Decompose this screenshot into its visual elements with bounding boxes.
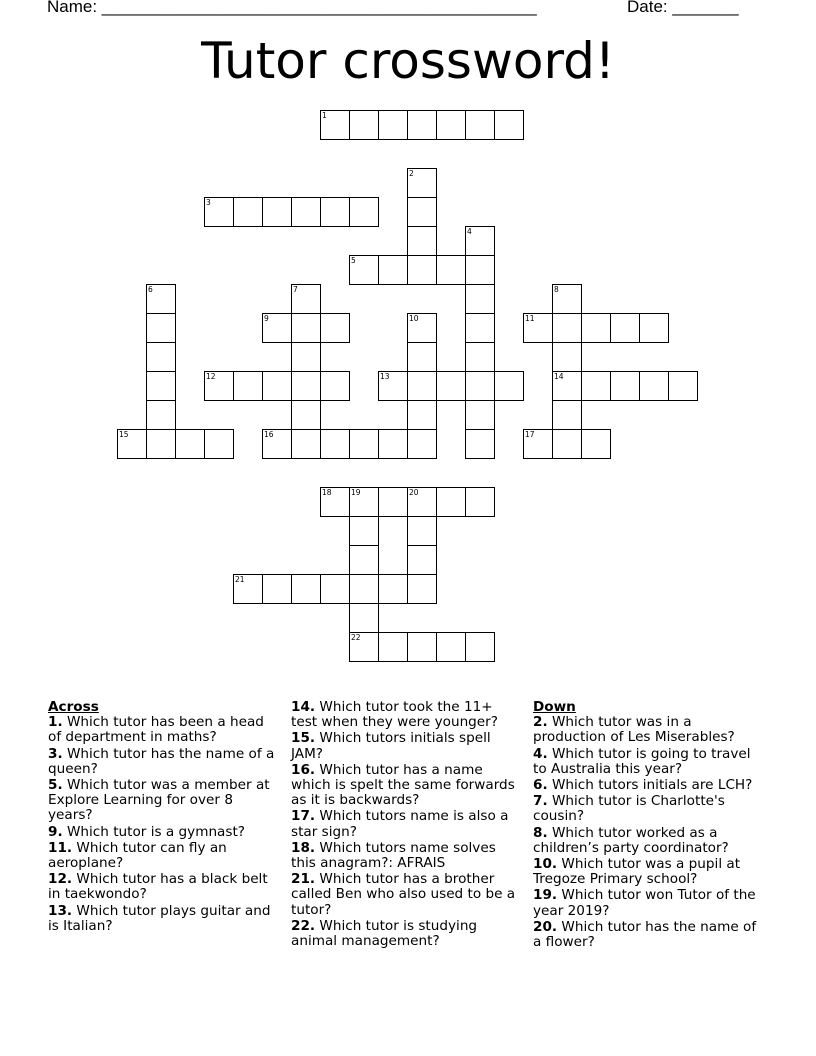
- date-field-label: Date: _______: [627, 0, 739, 16]
- clue-text: Which tutor is studying animal management?: [291, 917, 478, 950]
- crossword-cell[interactable]: [291, 197, 321, 227]
- cell-number: 18: [322, 488, 332, 497]
- clue-text: Which tutor plays guitar and is Italian?: [48, 902, 271, 934]
- clue-text: Which tutors initials spell JAM?: [291, 730, 491, 762]
- clue-item: [533, 857, 761, 887]
- clue-number: 11.: [48, 839, 73, 856]
- clue-text: Which tutor has a brother called Ben who also used to be a tutor?: [291, 871, 516, 918]
- clue-number: 3.: [48, 745, 63, 762]
- clue-number: 4.: [533, 745, 548, 762]
- clue-text: Which tutors name solves this anagram?: AFRAIS: [291, 839, 496, 872]
- crossword-cell[interactable]: [378, 574, 408, 604]
- crossword-cell[interactable]: [262, 574, 292, 604]
- crossword-cell[interactable]: [465, 400, 495, 430]
- crossword-cell[interactable]: [465, 284, 495, 314]
- clue-item: [48, 825, 276, 840]
- clue-item: [48, 904, 276, 934]
- crossword-cell[interactable]: [117, 429, 147, 459]
- clue-number: 9.: [48, 823, 63, 840]
- crossword-cell[interactable]: [436, 371, 466, 401]
- crossword-cell[interactable]: [233, 574, 263, 604]
- clue-item: [533, 920, 761, 950]
- crossword-cell[interactable]: [610, 313, 640, 343]
- cell-number: 17: [525, 430, 535, 439]
- clue-item: [533, 826, 761, 856]
- clue-text: Which tutor worked as a children’s party coordinator?: [533, 824, 729, 856]
- crossword-cell[interactable]: [378, 429, 408, 459]
- crossword-cell[interactable]: [262, 197, 292, 227]
- crossword-cell[interactable]: [349, 545, 379, 575]
- crossword-cell[interactable]: [320, 487, 350, 517]
- crossword-cell[interactable]: [291, 574, 321, 604]
- crossword-cell[interactable]: [668, 371, 698, 401]
- crossword-cell[interactable]: [378, 110, 408, 140]
- clue-number: 20.: [533, 918, 558, 935]
- crossword-cell[interactable]: [552, 342, 582, 372]
- clue-item: [48, 841, 276, 871]
- clue-number: 7.: [533, 793, 548, 810]
- cell-number: 13: [380, 372, 390, 381]
- clue-text: Which tutor is going to travel to Australia this year?: [533, 745, 751, 777]
- clue-text: Which tutor is a gymnast?: [62, 823, 246, 840]
- clue-item: [291, 809, 519, 839]
- crossword-cell[interactable]: [349, 110, 379, 140]
- crossword-cell[interactable]: [407, 516, 437, 546]
- cell-number: 7: [293, 285, 298, 294]
- crossword-cell[interactable]: [349, 487, 379, 517]
- crossword-cell[interactable]: [349, 603, 379, 633]
- cell-number: 21: [235, 575, 245, 584]
- crossword-cell[interactable]: [465, 632, 495, 662]
- clue-item: [48, 778, 276, 824]
- crossword-cell[interactable]: [349, 255, 379, 285]
- crossword-cell[interactable]: [494, 110, 524, 140]
- crossword-cell[interactable]: [465, 371, 495, 401]
- clue-item: [291, 841, 519, 871]
- crossword-cell[interactable]: [407, 545, 437, 575]
- cell-number: 2: [409, 169, 414, 178]
- crossword-cell[interactable]: [581, 371, 611, 401]
- clue-number: 14.: [291, 699, 316, 715]
- clue-number: 12.: [48, 871, 73, 888]
- cell-number: 14: [554, 372, 564, 381]
- clue-text: Which tutor was a member at Explore Learning for over 8 years?: [48, 777, 270, 824]
- cell-number: 4: [467, 227, 472, 236]
- cell-number: 3: [206, 198, 211, 207]
- crossword-cell[interactable]: [146, 313, 176, 343]
- crossword-cell[interactable]: [465, 255, 495, 285]
- crossword-cell[interactable]: [494, 371, 524, 401]
- cell-number: 6: [148, 285, 153, 294]
- crossword-cell[interactable]: [146, 371, 176, 401]
- crossword-cell[interactable]: [233, 371, 263, 401]
- clue-item: [48, 747, 276, 777]
- crossword-cell[interactable]: [320, 197, 350, 227]
- cell-number: 8: [554, 285, 559, 294]
- crossword-cell[interactable]: [349, 574, 379, 604]
- clue-text: Which tutor has been a head of department in maths?: [48, 714, 264, 746]
- clue-text: Which tutor has a name which is spelt the same forwards as it is backwards?: [291, 761, 515, 809]
- crossword-cell[interactable]: [378, 371, 408, 401]
- crossword-cell[interactable]: [407, 400, 437, 430]
- clue-text: Which tutors initials are LCH?: [547, 777, 753, 794]
- clue-text: Which tutor won Tutor of the year 2019?: [533, 887, 756, 919]
- clue-item: [291, 872, 519, 918]
- clue-number: 13.: [48, 902, 73, 919]
- clue-text: Which tutor has a black belt in taekwondo?: [48, 871, 268, 903]
- crossword-cell[interactable]: [465, 110, 495, 140]
- crossword-cell[interactable]: [291, 371, 321, 401]
- crossword-cell[interactable]: [407, 255, 437, 285]
- clue-item: [48, 715, 276, 745]
- clue-number: 8.: [533, 824, 548, 841]
- clue-number: 18.: [291, 839, 316, 856]
- crossword-cell[interactable]: [146, 429, 176, 459]
- crossword-cell[interactable]: [407, 574, 437, 604]
- clue-item: [533, 747, 761, 777]
- cell-number: 15: [119, 430, 129, 439]
- clue-text: Which tutor was a pupil at Tregoze Primary school?: [533, 856, 741, 888]
- crossword-cell[interactable]: [320, 313, 350, 343]
- crossword-cell[interactable]: [204, 429, 234, 459]
- cell-number: 20: [409, 488, 419, 497]
- name-field-label: Name: ______________________________________________: [47, 0, 537, 16]
- crossword-cell[interactable]: [465, 226, 495, 256]
- clue-item: [48, 872, 276, 902]
- crossword-cell[interactable]: [320, 574, 350, 604]
- crossword-cell[interactable]: [378, 255, 408, 285]
- crossword-cell[interactable]: [291, 429, 321, 459]
- clue-item: [533, 715, 761, 745]
- clue-number: 10.: [533, 856, 558, 873]
- crossword-cell[interactable]: [581, 429, 611, 459]
- crossword-cell[interactable]: [320, 429, 350, 459]
- clue-item: [291, 731, 519, 761]
- crossword-cell[interactable]: [204, 197, 234, 227]
- crossword-cell[interactable]: [349, 197, 379, 227]
- clue-number: 5.: [48, 777, 63, 794]
- crossword-cell[interactable]: [349, 632, 379, 662]
- cell-number: 12: [206, 372, 216, 381]
- crossword-cell[interactable]: [378, 632, 408, 662]
- crossword-cell[interactable]: [204, 371, 234, 401]
- clue-text: Which tutor has the name of a queen?: [48, 745, 275, 777]
- clue-number: 16.: [291, 761, 316, 778]
- crossword-cell[interactable]: [146, 284, 176, 314]
- down-heading: Down: [533, 699, 576, 715]
- cell-number: 1: [322, 111, 327, 120]
- clue-item: [533, 794, 761, 824]
- crossword-cell[interactable]: [291, 284, 321, 314]
- crossword-cell[interactable]: [436, 487, 466, 517]
- cell-number: 11: [525, 314, 535, 323]
- crossword-cell[interactable]: [291, 342, 321, 372]
- crossword-cell[interactable]: [349, 429, 379, 459]
- cell-number: 5: [351, 256, 356, 265]
- clue-text: Which tutor was in a production of Les Miserables?: [533, 714, 735, 746]
- crossword-cell[interactable]: [320, 110, 350, 140]
- clues-column-2: [291, 700, 519, 950]
- clue-item: [533, 888, 761, 918]
- clue-number: 6.: [533, 777, 548, 794]
- clue-number: 17.: [291, 808, 316, 825]
- cell-number: 9: [264, 314, 269, 323]
- crossword-cell[interactable]: [465, 487, 495, 517]
- crossword-cell[interactable]: [407, 226, 437, 256]
- across-heading: Across: [48, 699, 99, 715]
- clues-column-3: [533, 700, 761, 951]
- crossword-cell[interactable]: [407, 342, 437, 372]
- crossword-cell[interactable]: [465, 342, 495, 372]
- crossword-cell[interactable]: [291, 400, 321, 430]
- crossword-cell[interactable]: [523, 429, 553, 459]
- crossword-cell[interactable]: [262, 371, 292, 401]
- clue-text: Which tutor took the 11+ test when they were younger?: [291, 699, 498, 731]
- clue-number: 19.: [533, 887, 558, 904]
- crossword-cell[interactable]: [262, 313, 292, 343]
- crossword-cell[interactable]: [552, 313, 582, 343]
- clue-item: [291, 700, 519, 730]
- crossword-cell[interactable]: [407, 487, 437, 517]
- crossword-cell[interactable]: [581, 313, 611, 343]
- crossword-cell[interactable]: [407, 313, 437, 343]
- page-title: Tutor crossword!: [201, 32, 615, 90]
- clue-number: 21.: [291, 871, 316, 888]
- clue-text: Which tutor has the name of a flower?: [533, 918, 757, 951]
- cell-number: 22: [351, 633, 361, 642]
- clues-column-1: [48, 700, 276, 935]
- crossword-cell[interactable]: [407, 429, 437, 459]
- clue-item: [291, 763, 519, 809]
- crossword-cell[interactable]: [407, 110, 437, 140]
- cell-number: 16: [264, 430, 274, 439]
- crossword-cell[interactable]: [552, 400, 582, 430]
- crossword-cell[interactable]: [175, 429, 205, 459]
- crossword-cell[interactable]: [146, 400, 176, 430]
- clue-item: [291, 919, 519, 949]
- clue-text: Which tutor can fly an aeroplane?: [48, 839, 227, 872]
- crossword-cell[interactable]: [465, 313, 495, 343]
- crossword-cell[interactable]: [407, 632, 437, 662]
- crossword-cell[interactable]: [407, 371, 437, 401]
- crossword-cell[interactable]: [262, 429, 292, 459]
- cell-number: 19: [351, 488, 361, 497]
- clue-number: 2.: [533, 714, 548, 731]
- crossword-cell[interactable]: [639, 313, 669, 343]
- crossword-cell[interactable]: [610, 371, 640, 401]
- cell-number: 10: [409, 314, 419, 323]
- clue-text: Which tutor is Charlotte's cousin?: [533, 793, 725, 825]
- crossword-cell[interactable]: [436, 632, 466, 662]
- crossword-cell[interactable]: [552, 284, 582, 314]
- crossword-cell[interactable]: [552, 429, 582, 459]
- crossword-cell[interactable]: [552, 371, 582, 401]
- clue-number: 1.: [48, 714, 63, 731]
- crossword-cell[interactable]: [233, 197, 263, 227]
- crossword-cell[interactable]: [291, 313, 321, 343]
- crossword-cell[interactable]: [407, 168, 437, 198]
- crossword-cell[interactable]: [407, 197, 437, 227]
- clue-text: Which tutors name is also a star sign?: [291, 808, 509, 840]
- crossword-cell[interactable]: [436, 255, 466, 285]
- crossword-cell[interactable]: [523, 313, 553, 343]
- clue-number: 22.: [291, 917, 316, 934]
- clue-item: [533, 778, 761, 793]
- crossword-cell[interactable]: [146, 342, 176, 372]
- crossword-cell[interactable]: [378, 487, 408, 517]
- crossword-cell[interactable]: [639, 371, 669, 401]
- crossword-cell[interactable]: [349, 516, 379, 546]
- clue-number: 15.: [291, 730, 316, 747]
- crossword-cell[interactable]: [436, 110, 466, 140]
- crossword-cell[interactable]: [465, 429, 495, 459]
- crossword-cell[interactable]: [320, 371, 350, 401]
